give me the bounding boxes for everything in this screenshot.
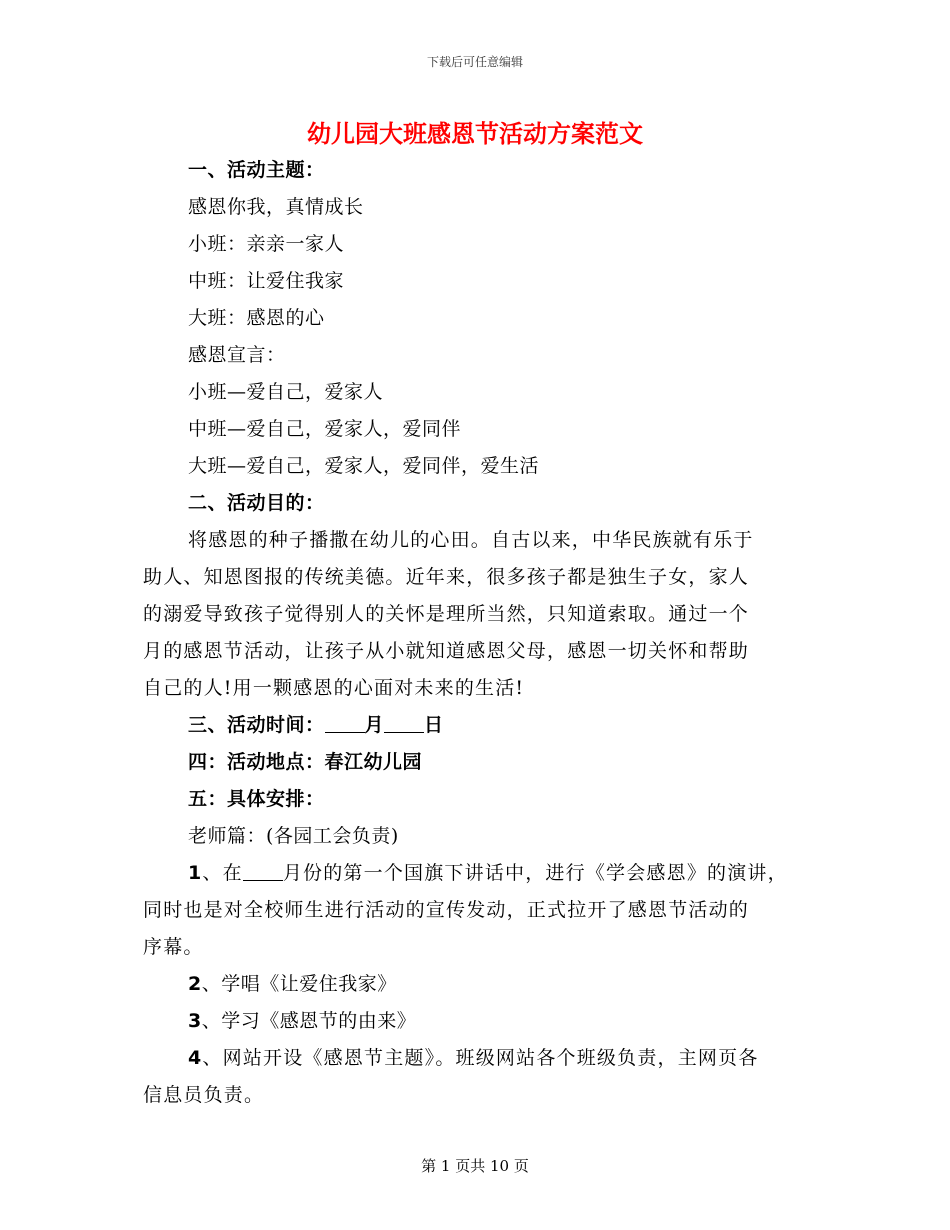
list-item: [143, 855, 823, 966]
list-item: [143, 1040, 823, 1114]
s1-line: 感恩宣言：: [188, 344, 286, 366]
purpose-paragraph: [143, 522, 823, 707]
item-1-cont: 同时也是对全校师生进行活动的宣传发动，正式拉开了感恩节活动的: [143, 899, 750, 921]
item-1-cont: 序幕。: [143, 936, 204, 958]
s1-line: 中班—爱自己，爱家人，爱同伴: [188, 418, 462, 440]
paragraph-line: 月的感恩节活动，让孩子从小就知道感恩父母，感恩一切关怀和帮助: [143, 640, 750, 662]
month-blank: [243, 862, 283, 881]
day-label: 日: [424, 714, 444, 736]
paragraph-line: 助人、知恩图报的传统美德。近年来，很多孩子都是独生子女，家人: [143, 566, 750, 588]
month-blank: [325, 714, 365, 733]
page-footer: 第 1 页共 10 页: [421, 1157, 529, 1175]
item-number: 3: [188, 1010, 202, 1032]
item-4-cont: 信息员负责。: [143, 1084, 265, 1106]
document-body: [143, 152, 823, 1114]
s1-line: 小班—爱自己，爱家人: [188, 381, 384, 403]
item-text: 、学唱《让爱住我家》: [201, 973, 397, 995]
s1-line: 大班—爱自己，爱家人，爱同伴，爱生活: [188, 455, 540, 477]
item-1-line: [143, 855, 823, 892]
teacher-subheading: 老师篇：(各园工会负责): [188, 825, 399, 847]
section-1-heading: 一、活动主题：: [188, 159, 325, 181]
header-note: 下载后可任意编辑: [426, 55, 523, 69]
paragraph-line: 自己的人!用一颗感恩的心面对未来的生活!: [143, 677, 525, 699]
section-2-heading: 二、活动目的：: [188, 492, 325, 514]
section-5-heading: 五：具体安排：: [188, 788, 325, 810]
s1-line: 中班：让爱住我家: [188, 270, 345, 292]
s1-line: 小班：亲亲一家人: [188, 233, 345, 255]
item-text: 、学习《感恩节的由来》: [201, 1010, 417, 1032]
day-blank: [384, 714, 424, 733]
month-label: 月: [364, 714, 385, 736]
item-number: 2: [188, 973, 202, 995]
item-text: 月份的第一个国旗下讲话中，进行《学会感恩》的演讲，: [282, 862, 788, 884]
s1-line: 感恩你我，真情成长: [188, 196, 364, 218]
item-number: 1: [188, 862, 203, 884]
item-4-line: [143, 1040, 823, 1077]
paragraph-line: 将感恩的种子播撒在幼儿的心田。自古以来，中华民族就有乐于: [188, 529, 754, 551]
section-3-heading: [143, 707, 823, 744]
item-number: 4: [188, 1047, 203, 1069]
item-text: 、在: [202, 862, 243, 884]
section-4-heading: 四：活动地点：春江幼儿园: [188, 751, 423, 773]
item-text: 、网站开设《感恩节主题》。班级网站各个班级负责，主网页各: [202, 1047, 759, 1069]
list-item: [143, 966, 823, 1003]
list-item: [143, 1003, 823, 1040]
paragraph-line: 的溺爱导致孩子觉得别人的关怀是理所当然，只知道索取。通过一个: [143, 603, 750, 625]
document-title: 幼儿园大班感恩节活动方案范文: [307, 119, 643, 148]
s1-line: 大班：感恩的心: [188, 307, 325, 329]
time-label: 三、活动时间：: [188, 714, 325, 736]
